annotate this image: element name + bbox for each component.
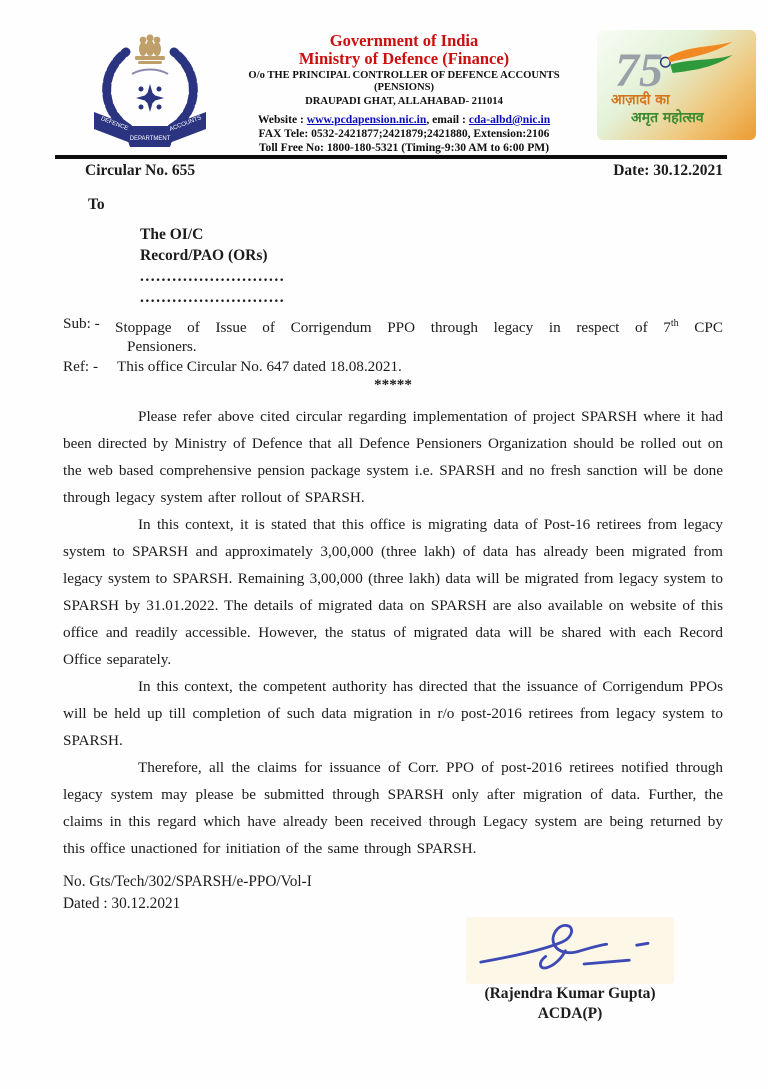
letterhead bbox=[218, 32, 590, 155]
tollfree-line: Toll Free No: 1800-180-5321 (Timing-9:30 AM to 6:00 PM) bbox=[258, 141, 550, 154]
subject-label: Sub: - bbox=[63, 315, 100, 332]
website-email-line bbox=[218, 113, 590, 127]
header-divider bbox=[55, 155, 727, 159]
letter-body bbox=[63, 403, 723, 862]
org-subtitle: Ministry of Defence (Finance) bbox=[298, 49, 510, 68]
body-paragraph-3: In this context, the competent authority has directed that the issuance of Corrigendum PPOs will be held up till completion of such data migration in r/o post-2016 retirees from legacy system to SPARSH. bbox=[63, 678, 723, 750]
handwritten-signature-icon bbox=[466, 917, 674, 984]
circular-date: Date: 30.12.2021 bbox=[613, 162, 723, 179]
subject-row bbox=[63, 314, 723, 356]
office-address: DRAUPADI GHAT, ALLAHABAD- 211014 bbox=[305, 96, 503, 107]
circular-number: Circular No. 655 bbox=[85, 162, 196, 179]
fax-line: FAX Tele: 0532-2421877;2421879;2421880, Extension:2106 bbox=[258, 127, 550, 140]
email-link[interactable]: cda-albd@nic.in bbox=[468, 113, 551, 126]
file-number-block bbox=[63, 871, 723, 915]
website-link[interactable]: www.pcdapension.nic.in bbox=[306, 113, 427, 126]
email-label: , email : bbox=[426, 113, 469, 126]
emblem-ribbon-text: DEFENCE bbox=[99, 116, 129, 133]
addressee-line2: Record/PAO (ORs) bbox=[140, 247, 268, 264]
separator-stars: ***** bbox=[374, 376, 412, 394]
defence-accounts-department-emblem-icon bbox=[88, 26, 212, 150]
addressee-block bbox=[140, 224, 285, 308]
letter-content bbox=[63, 314, 723, 1024]
file-number: No. Gts/Tech/302/SPARSH/e-PPO/Vol-I bbox=[63, 873, 312, 891]
signature-block bbox=[445, 917, 695, 1024]
subject-text-line2: Pensioners. bbox=[127, 338, 197, 356]
body-paragraph-1: Please refer above cited circular regarding implementation of project SPARSH where it had been directed by Ministry of Defence that all Defence Pensioners Organization should be rolled out on the web based comprehensive pension package system i.e. SPARSH and no fresh sanction will be done through legacy system after rollout of SPARSH. bbox=[63, 408, 723, 507]
reference-label: Ref: - bbox=[63, 358, 99, 376]
addressee-dotted-line: ........................... bbox=[140, 289, 286, 306]
subject-text-line1: Stoppage of Issue of Corrigendum PPO through legacy in respect of 7th CPC bbox=[115, 318, 723, 337]
badge-75-number: 75 bbox=[615, 44, 663, 96]
salutation: To bbox=[88, 196, 105, 213]
website-label: Website : bbox=[257, 113, 307, 126]
reference-row bbox=[63, 357, 723, 376]
addressee-dotted-line: ........................... bbox=[140, 268, 286, 285]
meta-row bbox=[85, 162, 723, 180]
body-paragraph-2: In this context, it is stated that this office is migrating data of Post-16 retirees from legacy system to SPARSH and approximately 3,00,000 (three lakh) of data has already been migrated from legacy system to SPARSH. Remaining 3,00,000 (three lakh) data will be migrated from legacy system to SPARSH by 31.01.2022. The details of migrated data on SPARSH are also available on website of this office and readily accessible. However, the status of migrated data will be shared with each Record Office separately. bbox=[63, 516, 723, 669]
body-paragraph-4: Therefore, all the claims for issuance of Corr. PPO of post-2016 retirees notified through legacy system may please be submitted through SPARSH only after migration of data. Further, the claims in this regard which have already been received through Legacy system are being returned by this office unactioned for initiation of the same through SPARSH. bbox=[63, 759, 723, 858]
badge-hindi-line2: अमृत महोत्सव bbox=[631, 110, 704, 126]
reference-text: This office Circular No. 647 dated 18.08.2021. bbox=[117, 358, 402, 376]
org-title: Government of India bbox=[329, 31, 479, 50]
emblem-ribbon-text: DEPARTMENT bbox=[129, 136, 171, 142]
azadi-ka-amrit-mahotsav-logo bbox=[597, 30, 756, 140]
signatory-designation: ACDA(P) bbox=[537, 1005, 603, 1023]
badge-hindi-line1: आज़ादी का bbox=[611, 92, 670, 108]
signatory-name: (Rajendra Kumar Gupta) bbox=[484, 985, 656, 1003]
office-name: O/o THE PRINCIPAL CONTROLLER OF DEFENCE ACCOUNTS (PENSIONS) bbox=[248, 70, 560, 93]
superscript-th: th bbox=[670, 318, 679, 329]
dated-line: Dated : 30.12.2021 bbox=[63, 895, 181, 913]
emblem-ribbon-text: ACCOUNTS bbox=[168, 115, 203, 133]
addressee-line1: The OI/C bbox=[140, 226, 204, 243]
